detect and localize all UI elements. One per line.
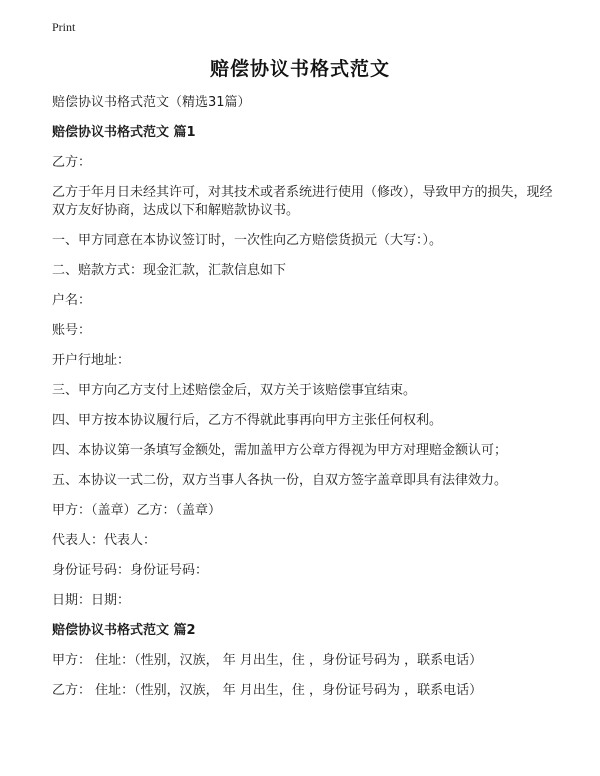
paragraph: 户名： (52, 293, 92, 308)
paragraph: 账号： (52, 323, 92, 338)
paragraph: 四、本协议第一条填写金额处，需加盖甲方公章方得视为甲方对理赔金额认可； (52, 443, 508, 458)
signature-line: 日期：日期： (52, 593, 131, 608)
paragraph: 乙方： (52, 155, 92, 170)
document-subtitle: 赔偿协议书格式范文（精选31篇） (52, 95, 251, 110)
signature-line: 甲方：（盖章）乙方：（盖章） (52, 503, 222, 518)
document-title: 赔偿协议书格式范文 (209, 58, 390, 80)
section-heading: 赔偿协议书格式范文 篇1 (52, 125, 196, 140)
paragraph: 开户行地址： (52, 353, 131, 368)
print-label: Print (52, 20, 76, 34)
paragraph: 乙方于年月日未经其许可，对其技术或者系统进行使用（修改），导致甲方的损失，现经双方友好协商，达成以下和解赔款协议书。 (52, 185, 553, 218)
paragraph: 二、赔款方式：现金汇款，汇款信息如下 (52, 263, 287, 278)
section-heading: 赔偿协议书格式范文 篇2 (52, 623, 196, 638)
signature-line: 身份证号码：身份证号码： (52, 563, 209, 578)
signature-line: 代表人：代表人： (52, 533, 157, 548)
paragraph: 一、甲方同意在本协议签订时，一次性向乙方赔偿货损元（大写：）。 (52, 233, 443, 248)
paragraph: 四、甲方按本协议履行后，乙方不得就此事再向甲方主张任何权利。 (52, 413, 443, 428)
document-body (52, 94, 562, 700)
paragraph: 三、甲方向乙方支付上述赔偿金后，双方关于该赔偿事宜结束。 (52, 383, 417, 398)
party-info-line: 甲方： 住址：（性别，汉族， 年 月出生，住 ，身份证号码为 ，联系电话） (52, 653, 483, 668)
paragraph: 五、本协议一式二份，双方当事人各执一份，自双方签字盖章即具有法律效力。 (52, 473, 508, 488)
party-info-line: 乙方： 住址：（性别，汉族， 年 月出生，住 ，身份证号码为 ，联系电话） (52, 683, 483, 698)
